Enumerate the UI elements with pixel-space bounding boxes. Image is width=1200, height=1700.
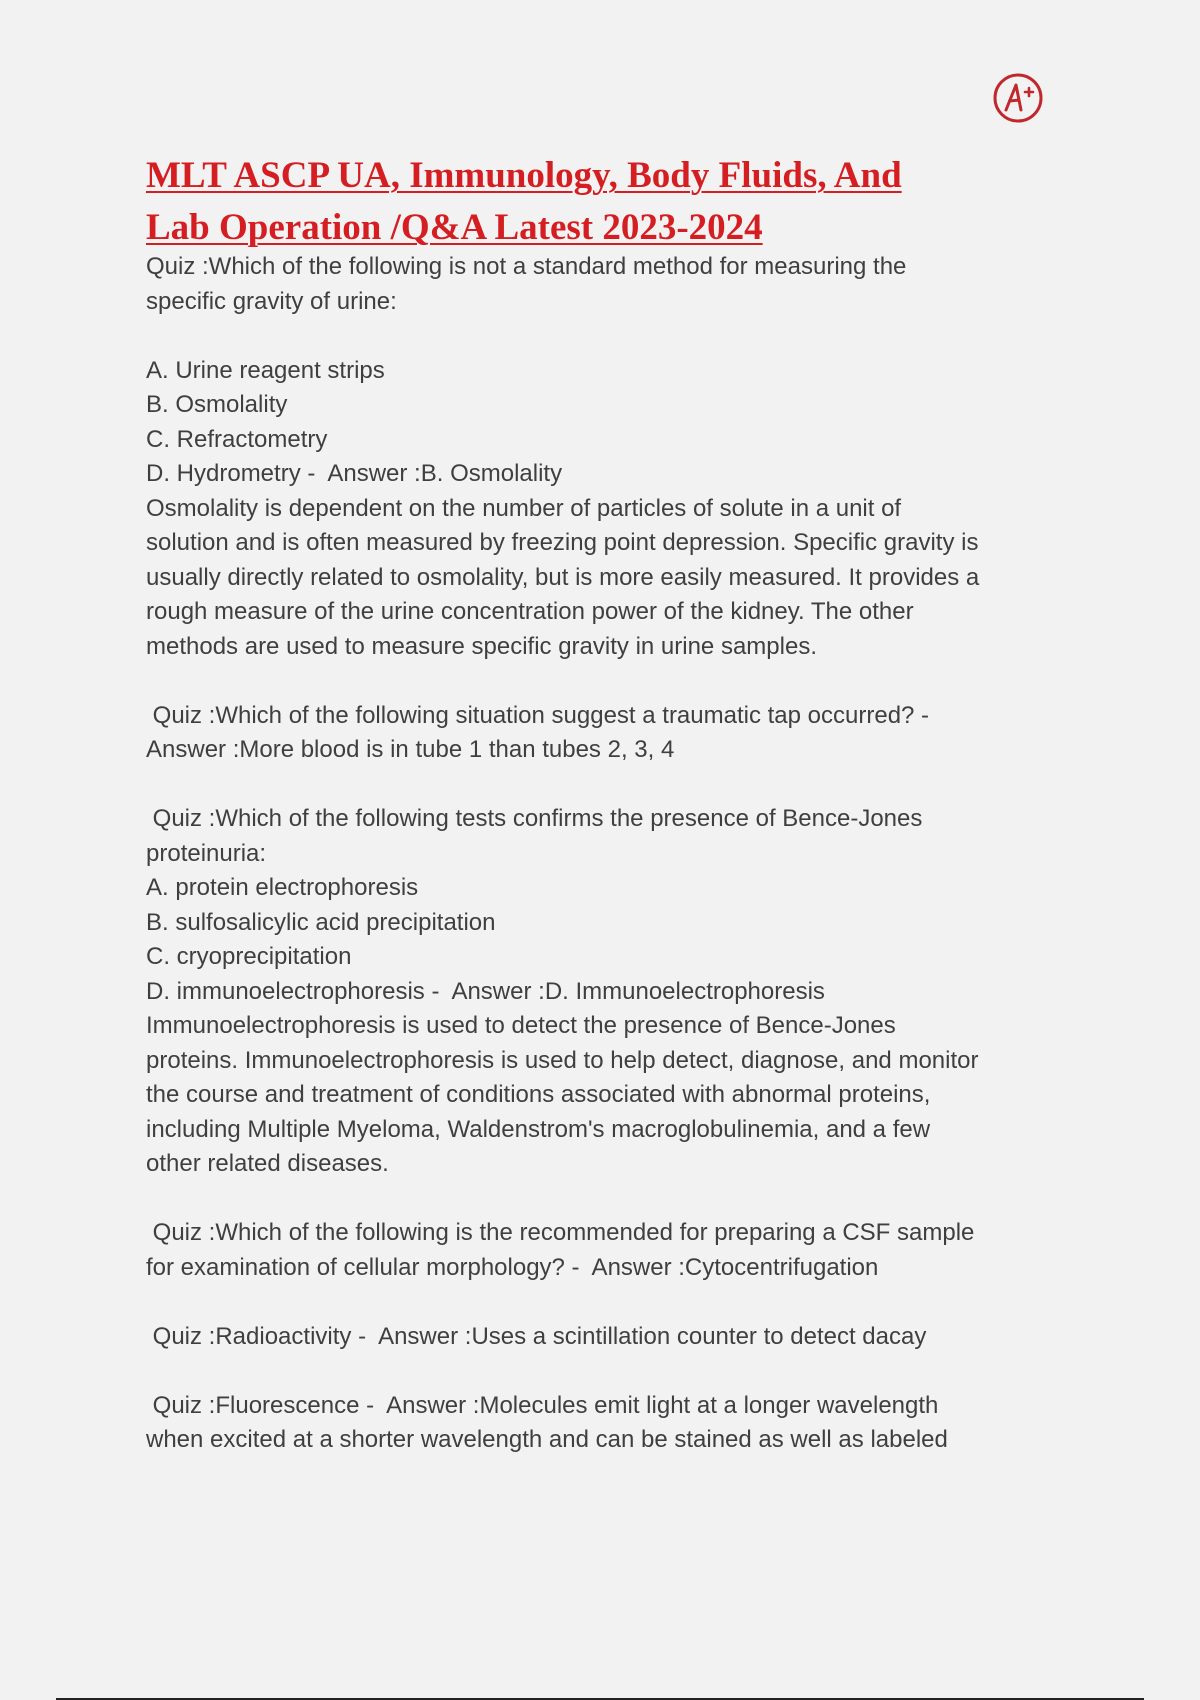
question-2-line-1: Quiz :Which of the following situation suggest a traumatic tap occurred? - [146, 701, 930, 729]
question-1-explanation-1: Osmolality is dependent on the number of particles of solute in a unit of [146, 494, 902, 522]
question-3-line-2: proteinuria: [146, 839, 267, 867]
paragraph-gap [146, 1354, 1066, 1389]
question-4 [146, 1216, 1066, 1285]
question-1-option-b: B. Osmolality [146, 391, 288, 418]
document-title-line-2: Lab Operation /Q&A Latest 2023-2024 [146, 207, 763, 248]
question-2-answer: Answer :More blood is in tube 1 than tubes 2, 3, 4 [146, 736, 675, 763]
question-3-explanation-2: proteins. Immunoelectrophoresis is used to help detect, diagnose, and monitor [146, 1046, 979, 1074]
question-3-option-d-answer: D. immunoelectrophoresis - Answer :D. Immunoelectrophoresis [146, 977, 825, 1005]
question-5 [146, 1320, 1066, 1355]
document-body [146, 250, 1066, 1458]
question-1-option-d-answer: D. Hydrometry - Answer :B. Osmolality [146, 460, 563, 487]
question-1-explanation-3: usually directly related to osmolality, but is more easily measured. It provides a [146, 563, 980, 591]
question-4-answer: for examination of cellular morphology? - Answer :Cytocentrifugation [146, 1253, 879, 1281]
question-3-explanation-1: Immunoelectrophoresis is used to detect the presence of Bence-Jones [146, 1012, 896, 1039]
question-1-line-2: specific gravity of urine: [146, 287, 397, 315]
question-1-line-1: Quiz :Which of the following is not a standard method for measuring the [146, 253, 907, 280]
document-title [146, 150, 1046, 254]
question-1-option-c: C. Refractometry [146, 425, 328, 453]
a-plus-grade-logo [992, 72, 1044, 124]
question-1-explanation-2: solution and is often measured by freezing point depression. Specific gravity is [146, 529, 979, 556]
paragraph-gap [146, 319, 1066, 354]
question-1-explanation-5: methods are used to measure specific gravity in urine samples. [146, 632, 817, 660]
question-5-line-1: Quiz :Radioactivity - Answer :Uses a scintillation counter to detect dacay [146, 1322, 927, 1350]
paragraph-gap [146, 664, 1066, 699]
question-3-explanation-5: other related diseases. [146, 1150, 389, 1177]
paragraph-gap [146, 1182, 1066, 1217]
question-3-line-1: Quiz :Which of the following tests confirms the presence of Bence-Jones [146, 805, 923, 832]
paragraph-gap [146, 768, 1066, 803]
question-6-line-2: when excited at a shorter wavelength and can be stained as well as labeled [146, 1426, 948, 1453]
question-3-explanation-4: including Multiple Myeloma, Waldenstrom's macroglobulinemia, and a few [146, 1115, 931, 1143]
question-3-option-a: A. protein electrophoresis [146, 874, 419, 901]
question-1-explanation-4: rough measure of the urine concentration power of the kidney. The other [146, 598, 914, 625]
question-2 [146, 699, 1066, 768]
question-3-option-b: B. sulfosalicylic acid precipitation [146, 908, 496, 936]
paragraph-gap [146, 1285, 1066, 1320]
question-3 [146, 802, 1066, 1182]
question-6 [146, 1389, 1066, 1458]
question-3-explanation-3: the course and treatment of conditions associated with abnormal proteins, [146, 1081, 931, 1108]
question-4-line-1: Quiz :Which of the following is the recommended for preparing a CSF sample [146, 1219, 975, 1246]
document-title-line-1: MLT ASCP UA, Immunology, Body Fluids, And [146, 155, 902, 196]
question-6-line-1: Quiz :Fluorescence - Answer :Molecules emit light at a longer wavelength [146, 1391, 939, 1419]
question-3-option-c: C. cryoprecipitation [146, 943, 352, 970]
question-1 [146, 250, 1066, 664]
question-1-option-a: A. Urine reagent strips [146, 356, 385, 384]
